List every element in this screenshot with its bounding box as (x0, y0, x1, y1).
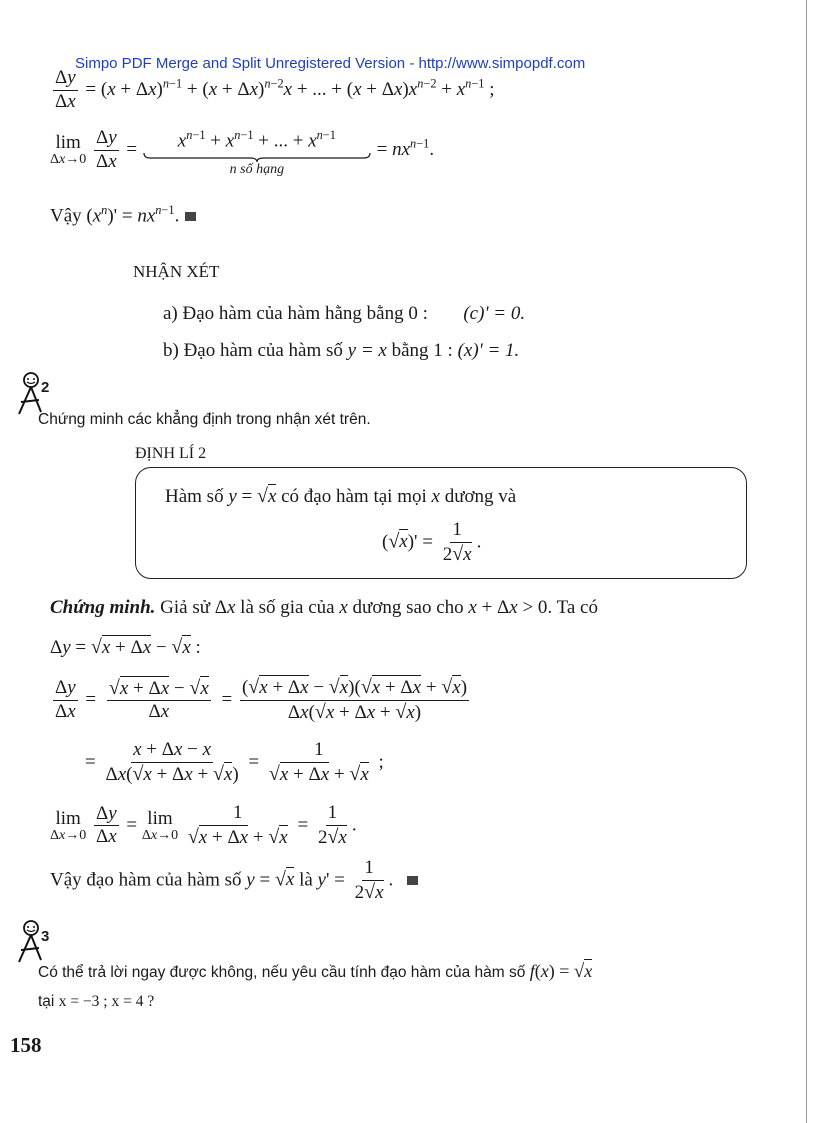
proof-intro: Chứng minh. Giả sử Δx là số gia của x dương sao cho x + Δx > 0. Ta có (50, 597, 598, 618)
theorem-text-1: Hàm số (165, 486, 224, 507)
proof-text-d: . Ta có (547, 597, 598, 618)
conclusion-power-rule: Vậy $(x^n)' = nx^{n-1}$. (50, 203, 196, 227)
activity-3-text: Có thể trả lời ngay được không, nếu yêu cầu tính đạo hàm của hàm số f(x) = √x (38, 961, 593, 982)
remark-a-text: a) Đạo hàm của hàm hằng bằng 0 : (163, 303, 428, 324)
activity-2-number: 2 (41, 379, 50, 396)
activity-3-values: x = −3 ; x = 4 ? (58, 993, 155, 1010)
proof-conclusion-text: Vậy đạo hàm của hàm số (50, 869, 242, 891)
remark-b-formula: (x)' = 1. (457, 340, 520, 361)
activity-2-text: Chứng minh các khẳng định trong nhận xét trên. (38, 411, 371, 428)
activity-3-text-main: Có thể trả lời ngay được không, nếu yêu cầu tính đạo hàm của hàm số (38, 964, 526, 981)
conclusion-prefix: Vậy (50, 205, 82, 227)
proof-text-b: là số gia của (240, 597, 335, 618)
theorem-title: ĐỊNH LÍ 2 (135, 445, 207, 462)
remark-b-text-post: bằng 1 : (391, 340, 453, 361)
equation-delta-y: Δy = √x + Δx − √x : (50, 636, 201, 658)
remark-a-formula: (c)' = 0. (463, 303, 526, 324)
equation-ratio-simplify: = $\frac{x + \Delta x - x}{\Delta x(√x + \Delta x + √x)}$ = $\frac{1}{√x + \Delta x + √x}$ ; (85, 739, 384, 785)
activity-3-number: 3 (41, 928, 50, 945)
proof-conclusion-la: là (299, 869, 313, 891)
end-of-proof-icon-2 (407, 876, 418, 885)
theorem-statement: Hàm số y = √x có đạo hàm tại mọi x dương và (165, 485, 517, 507)
theorem-text-2: có đạo hàm tại mọi (281, 486, 427, 507)
proof-label: Chứng minh. (50, 597, 156, 618)
equation-limit-sqrt: lim Δx→0 $\frac{\Delta y}{\Delta x}$ = lim Δx→0 $\frac{1}{√x + \Delta x + √x}$ = $\frac{1}{2√x}$ . (50, 802, 357, 848)
watermark-text: Simpo PDF Merge and Split Unregistered Version - http://www.simpopdf.com (75, 55, 586, 72)
proof-text-a: Giả sử (160, 597, 211, 618)
compass-activity-icon-2 (15, 920, 43, 964)
underbrace (142, 152, 372, 162)
remark-title: NHẬN XÉT (133, 262, 220, 281)
page-number: 158 (10, 1033, 42, 1057)
underbrace-label: n số hạng (229, 162, 285, 178)
equation-limit-nx: lim Δx→0 $\frac{\Delta y}{\Delta x}$ = $x^{n-1} + x^{n-1}$ + ... + $x^{n-1}$ n số hạng = $nx^{n-1}$. (50, 127, 435, 178)
equation-dy-dx-expansion: $\frac{\Delta y}{\Delta x}$ = $(x + \Delta x)^{n-1} + (x + \Delta x)^{n-2}x$ + ... + $(x + \Delta x)x^{n-2} + x^{n-1}$ ; (55, 67, 495, 112)
remark-a (163, 303, 525, 325)
compass-activity-icon (15, 372, 43, 416)
activity-3-text-line2 (38, 993, 154, 1011)
theorem-formula: (√x)' = $\frac{1}{2√x}$ . (382, 519, 482, 565)
proof-text-c: dương sao cho (352, 597, 464, 618)
theorem-text-3: dương và (444, 486, 517, 507)
proof-conclusion: Vậy đạo hàm của hàm số y = √x là y' = $\frac{1}{2√x}$ . (50, 858, 418, 904)
end-of-proof-icon (185, 212, 196, 221)
remark-b-var: y = x (347, 340, 387, 361)
remark-b (163, 340, 519, 362)
page-edge-line (806, 0, 807, 1123)
remark-b-text: b) Đạo hàm của hàm số (163, 340, 343, 361)
activity-3-text-pre: tại (38, 993, 55, 1010)
equation-ratio-expand: $\frac{\Delta y}{\Delta x}$ = $\frac{√x + \Delta x - √x}{\Delta x}$ = $\frac{(√x + \Delta x - √x)(√x + \Delta x + √x)}{\Delta x(√x + \Delta x + √x)}$ (55, 676, 468, 723)
